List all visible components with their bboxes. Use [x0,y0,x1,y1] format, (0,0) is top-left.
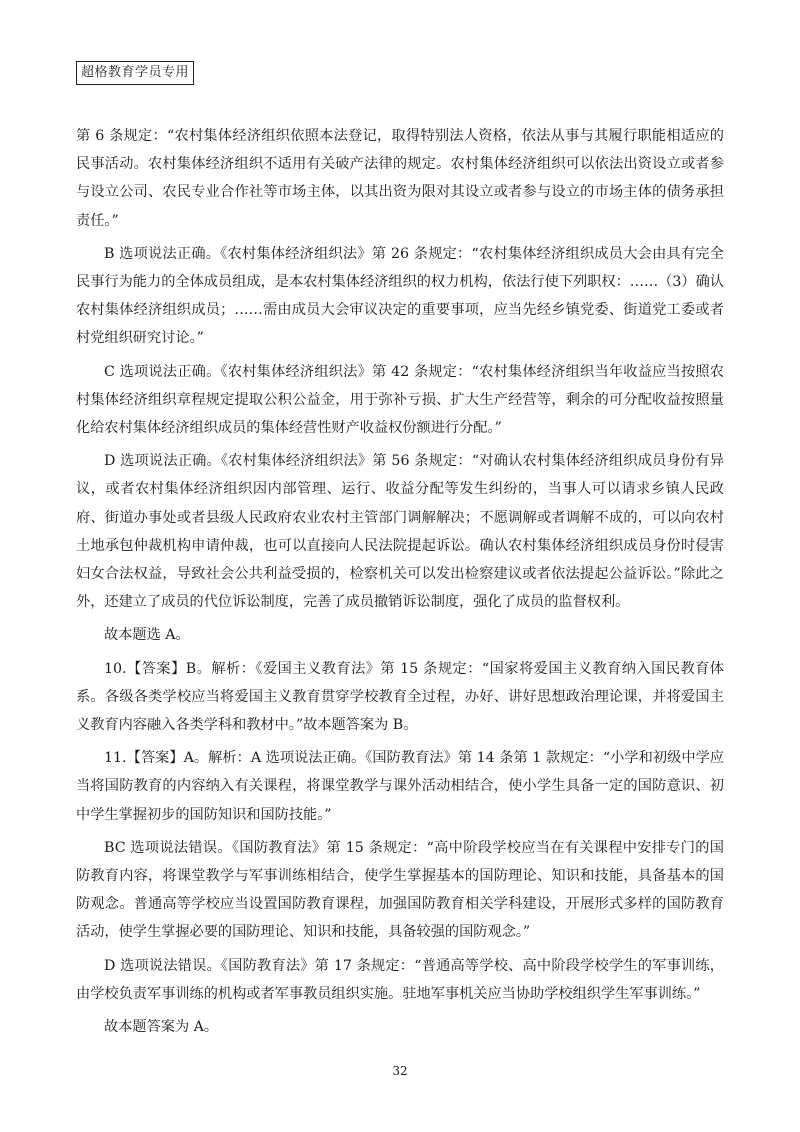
paragraph-article-6-continued: 第 6 条规定：“农村集体经济组织依照本法登记，取得特别法人资格，依法从事与其履行职能相适应的民事活动。农村集体经济组织不适用有关破产法律的规定。农村集体经济组织可以依法出资设立或者参与设立公司、农民专业合作社等市场主体，以其出资为限对其设立或者参与设立的市场主体的债务承担责任。” [76,128,724,229]
header-label-box [76,61,194,85]
paragraph-question-10: 10.【答案】B。解析：《爱国主义教育法》第 15 条规定：“国家将爱国主义教育纳入国民教育体系。各级各类学校应当将爱国主义教育贯穿学校教育全过程，办好、讲好思想政治理论课，并将爱国主义教育内容融入各类学科和教材中。”故本题答案为 B。 [76,660,724,734]
paragraph-option-bc: BC 选项说法错误。《国防教育法》第 15 条规定：“高中阶段学校应当在有关课程中安排专门的国防教育内容，将课堂教学与军事训练相结合，使学生掌握基本的国防理论、知识和技能，具备基本的国防观念。普通高等学校应当设置国防教育课程，加强国防教育相关学科建设，开展形式多样的国防教育活动，使学生掌握必要的国防理论、知识和技能，具备较强的国防观念。” [76,839,724,941]
paragraph-option-b: B 选项说法正确。《农村集体经济组织法》第 26 条规定：“农村集体经济组织成员大会由具有完全民事行为能力的全体成员组成，是本农村集体经济组织的权力机构，依法行使下列职权：……（3）确认农村集体经济组织成员；……需由成员大会审议决定的重要事项，应当先经乡镇党委、街道党工委或者村党组织研究讨论。” [76,245,724,347]
header-label: 超格教育学员专用 [81,65,190,80]
paragraph-option-c: C 选项说法正确。《农村集体经济组织法》第 42 条规定：“农村集体经济组织当年收益应当按照农村集体经济组织章程规定提取公积公益金，用于弥补亏损、扩大生产经营等，剩余的可分配收益按照量化给农村集体经济组织成员的集体经营性财产收益权份额进行分配。” [76,363,724,437]
paragraph-answer-11: 故本题答案为 A。 [104,1019,219,1036]
paragraph-question-11: 11.【答案】A。解析：A 选项说法正确。《国防教育法》第 14 条第 1 款规定：“小学和初级中学应当将国防教育的内容纳入有关课程，将课堂教学与课外活动相结合，使小学生具备一定的国防意识、初中学生掌握初步的国防知识和国防技能。” [76,750,724,823]
paragraph-answer-9: 故本题选 A。 [104,627,190,644]
page-number: 32 [392,1064,408,1078]
paragraph-option-d-11: D 选项说法错误。《国防教育法》第 17 条规定：“普通高等学校、高中阶段学校学生的军事训练，由学校负责军事训练的机构或者军事教员组织实施。驻地军事机关应当协助学校组织学生军事训练。” [76,957,724,1002]
document-body [76,122,724,1046]
paragraph-option-d: D 选项说法正确。《农村集体经济组织法》第 56 条规定：“对确认农村集体经济组织成员身份有异议，或者农村集体经济组织因内部管理、运行、收益分配等发生纠纷的，当事人可以请求乡镇人民政府、街道办事处或者县级人民政府农业农村主管部门调解解决；不愿调解或者调解不成的，可以向农村土地承包仲裁机构申请仲裁，也可以直接向人民法院提起诉讼。确认农村集体经济组织成员身份时侵害妇女合法权益，导致社会公共利益受损的，检察机关可以发出检察建议或者依法提起公益诉讼。”除此之外，还建立了成员的代位诉讼制度，完善了成员撤销诉讼制度，强化了成员的监督权利。 [76,453,724,611]
